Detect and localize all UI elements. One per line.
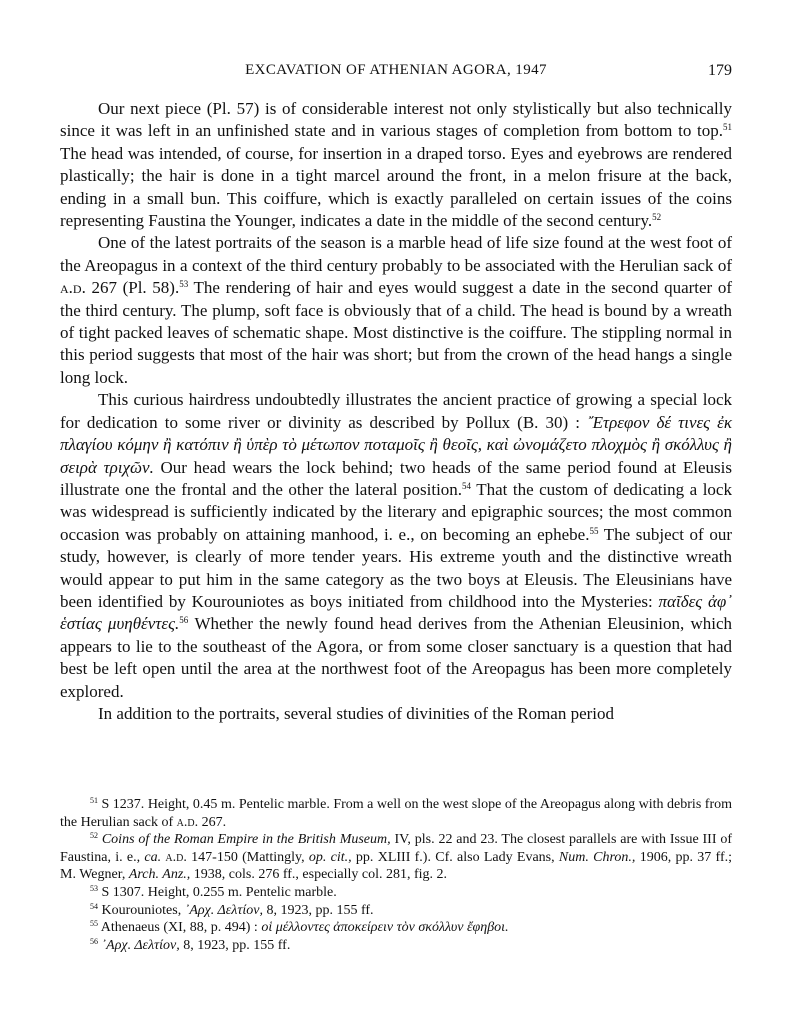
footnote-ref-56[interactable]: 56 <box>179 615 189 626</box>
text-run: The subject of our study, however, is clearly of more tender years. His extreme youth and the distinctive wreath would appear to put him in the same category as the two boys at Eleusis. The Eleusinians have been identified by Kourouniotes as boys initiated from childhood into the Mysteries: <box>60 524 732 611</box>
citation-title: ᾿Αρχ. Δελτίον, <box>184 902 263 918</box>
text-run: 8, 1923, pp. 155 ff. <box>179 937 291 953</box>
footnotes <box>60 796 732 954</box>
text-run: Whether the newly found head derives from the Athenian Eleusinion, which appears to lie to the southeast of the Agora, or from some closer sanctuary is a question that had best be left open until the area at the northwest foot of the Areopagus has been more completely explored. <box>60 614 732 701</box>
text-run: 1906, pp. 37 ff.; M. Wegner, <box>60 849 733 883</box>
footnote-number: 53 <box>90 883 98 893</box>
footnote-ref-54[interactable]: 54 <box>462 480 472 491</box>
footnote-56 <box>60 937 732 955</box>
footnote-54 <box>60 902 732 920</box>
paragraph-1 <box>60 98 732 232</box>
text-run: ca. <box>144 849 162 865</box>
text-run: Kourouniotes, <box>98 902 185 918</box>
text-run: One of the latest portraits of the season is a marble head of life size found at the west foot of the Areopagus in a context of the third century probably to be associated with the Herulian sack of <box>60 233 732 275</box>
text-run: 1938, cols. 276 ff., especially col. 281, fig. 2. <box>190 867 448 883</box>
paragraph-3 <box>60 389 732 703</box>
paragraph-4 <box>60 703 732 725</box>
text-run: Our head wears the lock behind; two heads of the same period found at Eleusis illustrate one the frontal and the other the lateral position. <box>60 457 732 499</box>
citation-title: Num. Chron., <box>558 849 636 865</box>
text-run: 8, 1923, pp. 155 ff. <box>262 902 374 918</box>
citation-title: Arch. Anz., <box>128 867 191 883</box>
footnote-ref-53[interactable]: 53 <box>179 279 189 290</box>
footnote-ref-52[interactable]: 52 <box>652 212 662 223</box>
footnote-ref-51[interactable]: 51 <box>723 122 732 133</box>
greek-quotation: ῎Ετρεφον δέ τινες ἐκ πλαγίου κόμην ἢ κατόπιν ἢ ὑπὲρ τὸ μέτωπον ποταμοῖς ἢ θεοῖς, καὶ ὠνομάζετο πλοχμὸς ἢ σκόλλυς ἢ σειρὰ τριχῶν. <box>60 412 732 477</box>
text-run: The rendering of hair and eyes would suggest a date in the second quarter of the third century. The plump, soft face is obviously that of a child. The head is bound by a wreath of tight packed leaves of schematic shape. Most distinctive is the coiffure. The stippling normal in this period suggests that most of the hair was short; but from the crown of the head hangs a single long lock. <box>60 278 732 387</box>
era-abbrev: a.d. <box>60 278 86 298</box>
footnote-number: 55 <box>90 919 98 929</box>
text-run: 267 (Pl. 58). <box>85 278 180 298</box>
footnote-53 <box>60 884 732 902</box>
era-abbrev: a.d. <box>176 814 199 830</box>
footnote-52 <box>60 831 732 884</box>
text-run: 267. <box>198 814 227 830</box>
era-abbrev: a.d. <box>165 849 187 865</box>
page-number: 179 <box>708 62 732 79</box>
footnote-number: 51 <box>90 796 98 805</box>
running-title: EXCAVATION OF ATHENIAN AGORA, 1947 <box>245 62 547 78</box>
text-run: This curious hairdress undoubtedly illustrates the ancient practice of growing a special lock for dedication to some river or divinity as described by Pollux (B. 30) : <box>60 390 732 432</box>
text-run: 147-150 (Mattingly, <box>186 849 309 865</box>
footnote-number: 54 <box>90 901 98 911</box>
text-run: IV, pls. 22 and 23. The closest parallels are with Issue III of Faustina, i. e., <box>60 832 732 865</box>
greek-quotation: παῖδες ἀφ᾽ ἑστίας μυηθέντες. <box>60 591 732 634</box>
text-run: In addition to the portraits, several studies of divinities of the Roman period <box>98 703 615 723</box>
footnote-55 <box>60 919 732 937</box>
text-run: Athenaeus (XI, 88, p. 494) : <box>98 920 262 936</box>
text-run: That the custom of dedicating a lock was widespread is sufficiently indicated by the literary and epigraphic sources; the most common occasion was probably on attaining manhood, i. e., on becoming an ephebe. <box>60 479 732 544</box>
citation-title: ᾿Αρχ. Δελτίον, <box>98 937 180 953</box>
greek-quotation: οἱ μέλλοντες ἀποκείρειν τὸν σκόλλυν ἔφηβοι. <box>261 920 509 936</box>
text-run: The head was intended, of course, for insertion in a draped torso. Eyes and eyebrows are rendered plastically; the hair is done in a tight marcel around the front, in a melon frisure at the back, ending in a small bun. This coiffure, which is exactly paralleled on certain issues of the coins representing Faustina the Younger, indicates a date in the middle of the second century. <box>60 143 732 231</box>
text-run: op. cit., <box>308 849 352 865</box>
citation-title: Coins of the Roman Empire in the British Museum, <box>101 832 391 848</box>
text-run: S 1237. Height, 0.45 m. Pentelic marble. From a well on the west slope of the Areopagus along with debris from the Herulian sack of <box>60 797 732 830</box>
footnote-number: 52 <box>90 831 98 841</box>
paragraph-2 <box>60 232 732 389</box>
body-text <box>60 98 732 725</box>
text-run: Our next piece (Pl. 57) is of considerable interest not only stylistically but also technically since it was left in an unfinished state and in various stages of completion from bottom to top. <box>60 99 732 141</box>
text-run: S 1307. Height, 0.255 m. Pentelic marble. <box>98 884 337 900</box>
footnote-51 <box>60 796 732 831</box>
page-header <box>60 62 732 82</box>
text-run: pp. XLIII f.). Cf. also Lady Evans, <box>351 849 559 865</box>
footnote-number: 56 <box>90 936 98 946</box>
footnote-ref-55[interactable]: 55 <box>589 525 599 536</box>
